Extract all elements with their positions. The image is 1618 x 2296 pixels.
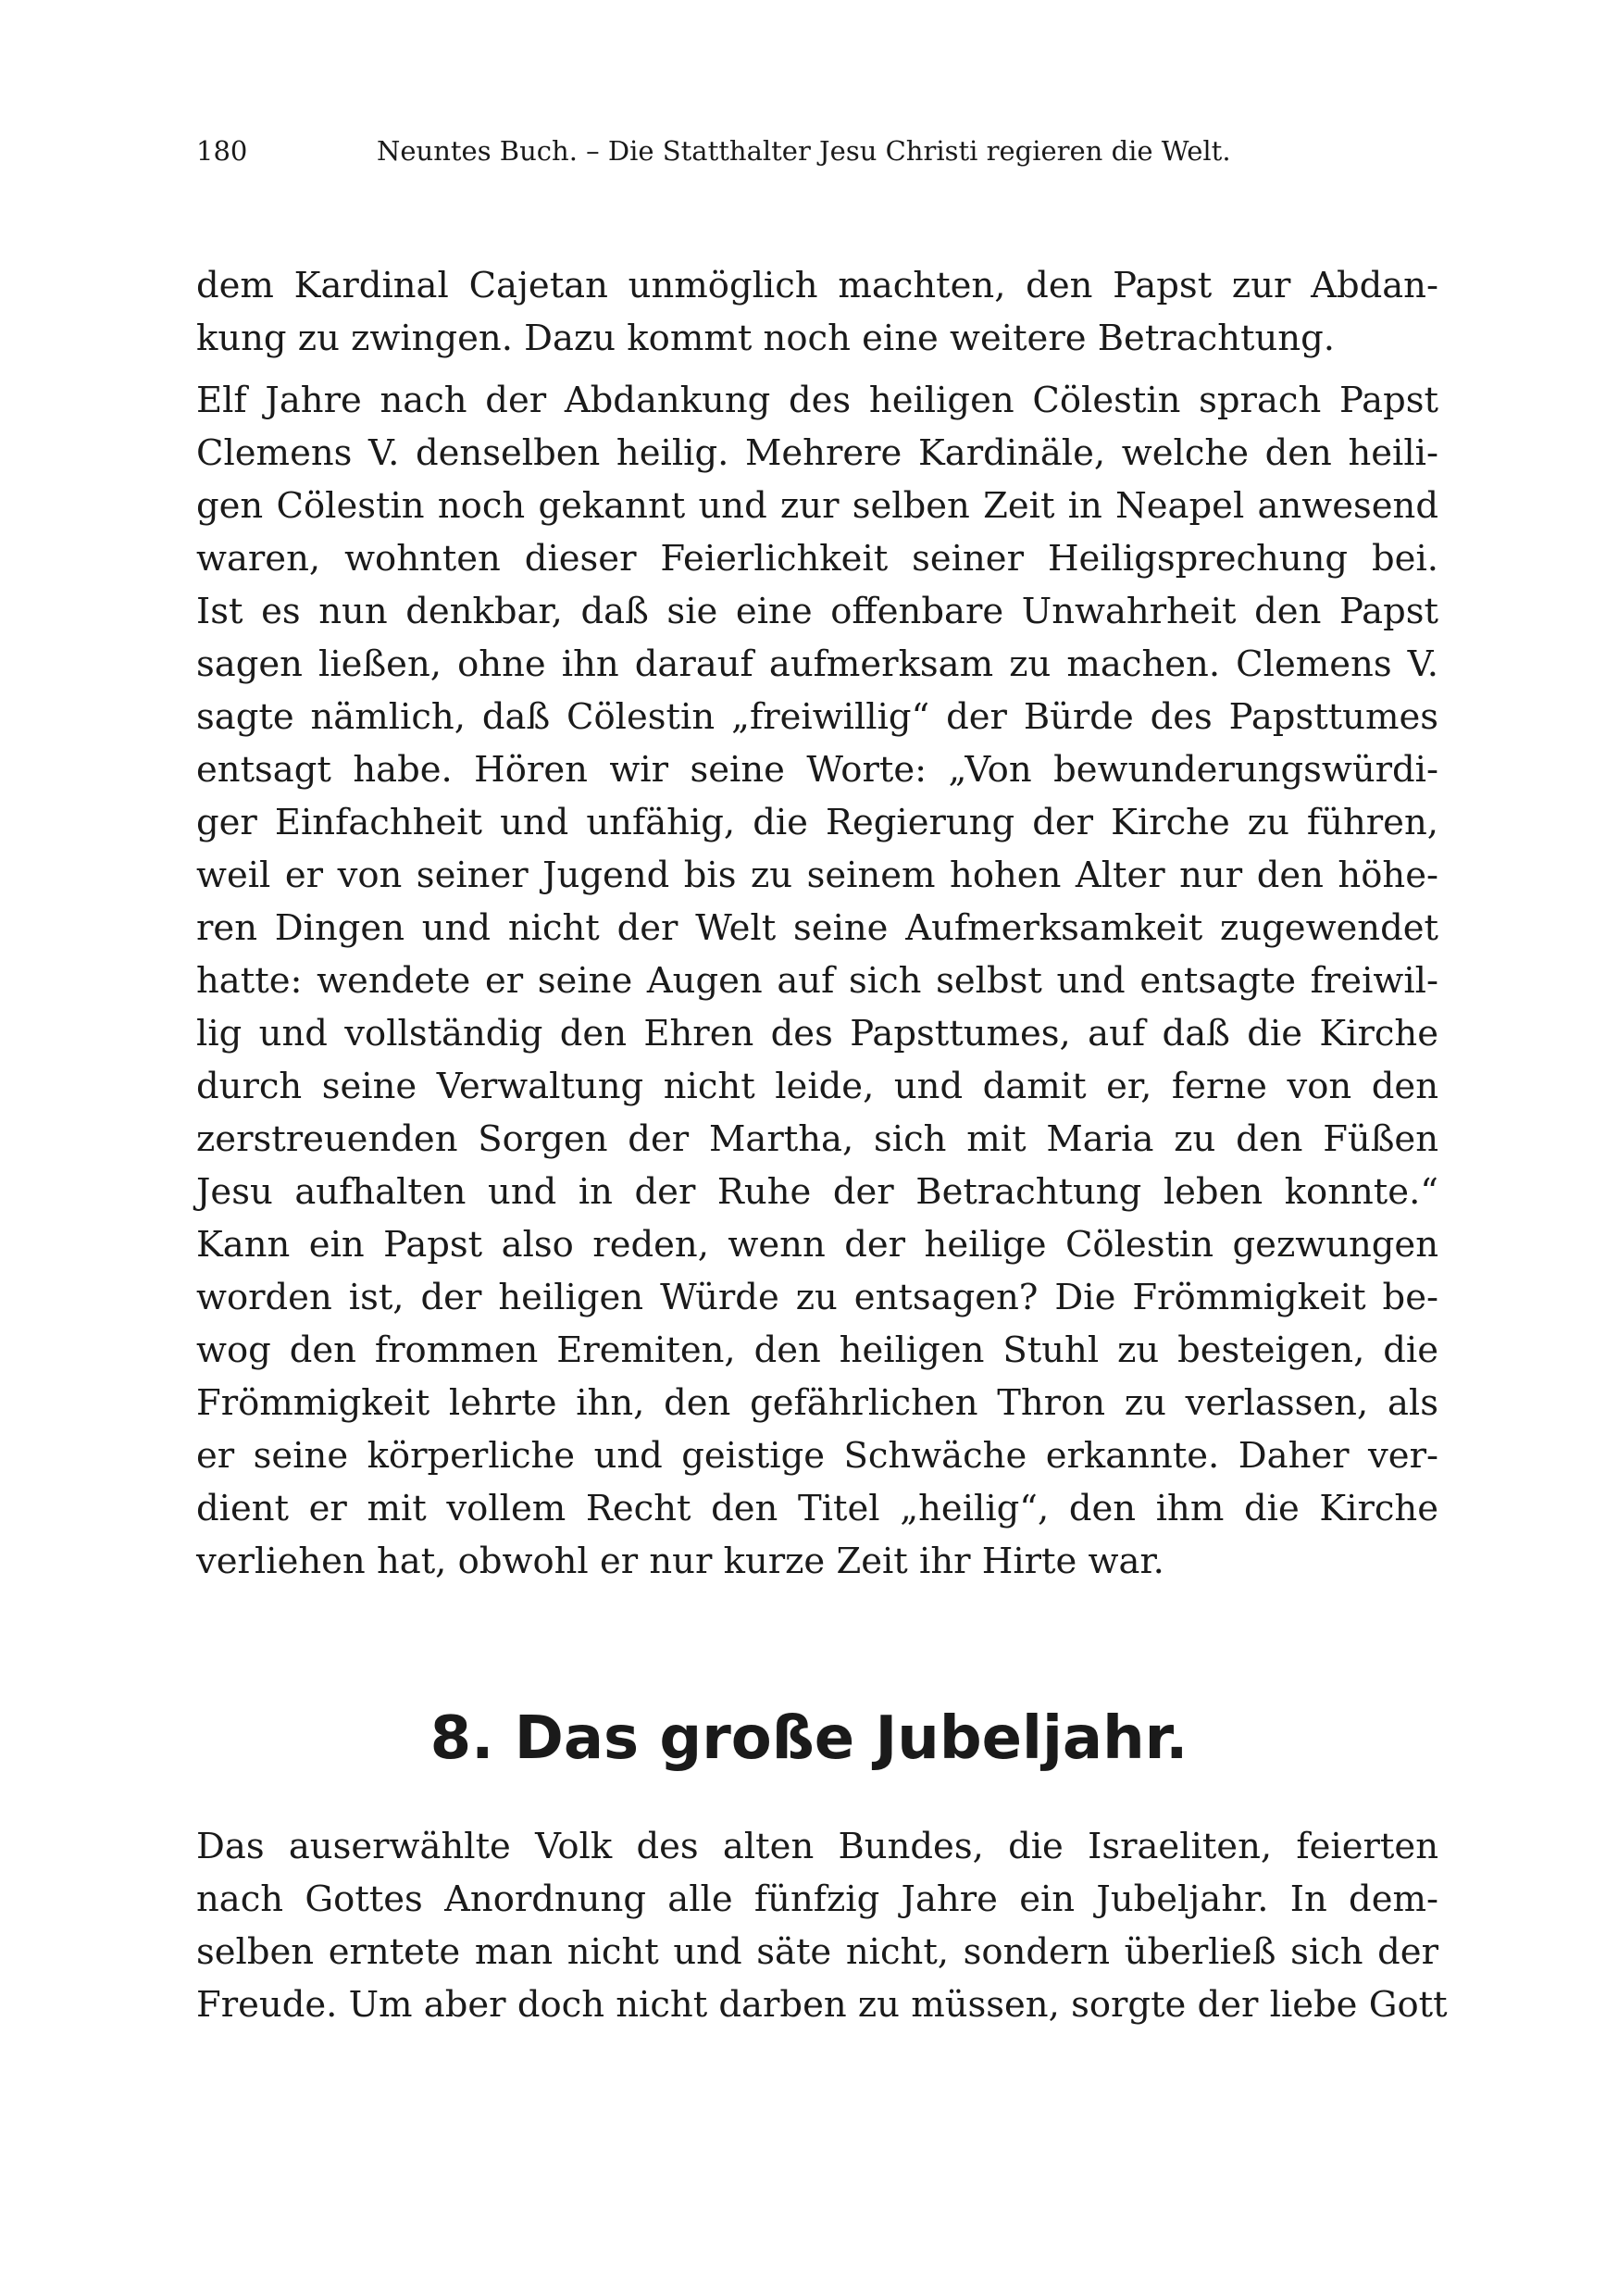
text-line: Jesu aufhalten und in der Ruhe der Betrachtung leben konnte.“ xyxy=(196,1171,1438,1213)
text-line: Frömmigkeit lehrte ihn, den gefährlichen Thron zu verlassen, als xyxy=(196,1382,1438,1424)
text-line: verliehen hat, obwohl er nur kurze Zeit ihr Hirte war. xyxy=(196,1541,1164,1582)
text-line: Ist es nun denkbar, daß sie eine offenbare Unwahrheit den Papst xyxy=(196,591,1438,632)
text-line: selben erntete man nicht und säte nicht, sondern überließ sich der xyxy=(196,1931,1438,1973)
text-line: zerstreuenden Sorgen der Martha, sich mit Maria zu den Füßen xyxy=(196,1118,1438,1160)
text-line: gen Cölestin noch gekannt und zur selben Zeit in Neapel anwesend xyxy=(196,485,1438,527)
running-header xyxy=(196,128,1446,174)
text-line: ren Dingen und nicht der Welt seine Aufmerksamkeit zugewendet xyxy=(196,907,1438,949)
text-line: dient er mit vollem Recht den Titel „heilig“, den ihm die Kirche xyxy=(196,1488,1438,1529)
text-line: Elf Jahre nach der Abdankung des heiligen Cölestin sprach Papst xyxy=(196,380,1438,421)
text-line: nach Gottes Anordnung alle fünfzig Jahre ein Jubeljahr. In dem- xyxy=(196,1878,1438,1920)
text-line: waren, wohnten dieser Feierlichkeit seiner Heiligsprechung bei. xyxy=(196,538,1438,580)
text-line: ger Einfachheit und unfähig, die Regierung der Kirche zu führen, xyxy=(196,802,1438,843)
text-line: sagte nämlich, daß Cölestin „freiwillig“ der Bürde des Papsttumes xyxy=(196,696,1438,738)
text-line: Das auserwählte Volk des alten Bundes, die Israeliten, feierten xyxy=(196,1826,1438,1867)
text-line: sagen ließen, ohne ihn darauf aufmerksam zu machen. Clemens V. xyxy=(196,643,1438,685)
text-line: weil er von seiner Jugend bis zu seinem hohen Alter nur den höhe- xyxy=(196,855,1438,896)
text-line: kung zu zwingen. Dazu kommt noch eine weitere Betrachtung. xyxy=(196,318,1335,359)
paragraph-celestine xyxy=(196,374,1438,1588)
text-line: lig und vollständig den Ehren des Papsttumes, auf daß die Kirche xyxy=(196,1013,1438,1054)
text-line: Freude. Um aber doch nicht darben zu müssen, sorgte der liebe Gott xyxy=(196,1984,1448,2026)
page-number: 180 xyxy=(196,135,248,167)
text-line: hatte: wendete er seine Augen auf sich selbst und entsagte freiwil- xyxy=(196,960,1438,1002)
text-line: entsagt habe. Hören wir seine Worte: „Von bewunderungswürdi- xyxy=(196,749,1438,791)
section-heading: 8. Das große Jubeljahr. xyxy=(429,1704,1189,1773)
text-line: Clemens V. denselben heilig. Mehrere Kardinäle, welche den heili- xyxy=(196,432,1438,474)
text-line: durch seine Verwaltung nicht leide, und damit er, ferne von den xyxy=(196,1066,1438,1107)
paragraph-jubilee xyxy=(196,1820,1448,2031)
text-line: wog den frommen Eremiten, den heiligen Stuhl zu besteigen, die xyxy=(196,1329,1438,1371)
text-line: worden ist, der heiligen Würde zu entsagen? Die Frömmigkeit be- xyxy=(196,1277,1438,1318)
text-line: Kann ein Papst also reden, wenn der heilige Cölestin gezwungen xyxy=(196,1224,1438,1266)
text-line: dem Kardinal Cajetan unmöglich machten, den Papst zur Abdan- xyxy=(196,265,1438,306)
text-line: er seine körperliche und geistige Schwäche erkannte. Daher ver- xyxy=(196,1435,1438,1477)
paragraph-continuation xyxy=(196,259,1438,365)
running-title: Neuntes Buch. – Die Statthalter Jesu Christi regieren die Welt. xyxy=(377,135,1231,167)
